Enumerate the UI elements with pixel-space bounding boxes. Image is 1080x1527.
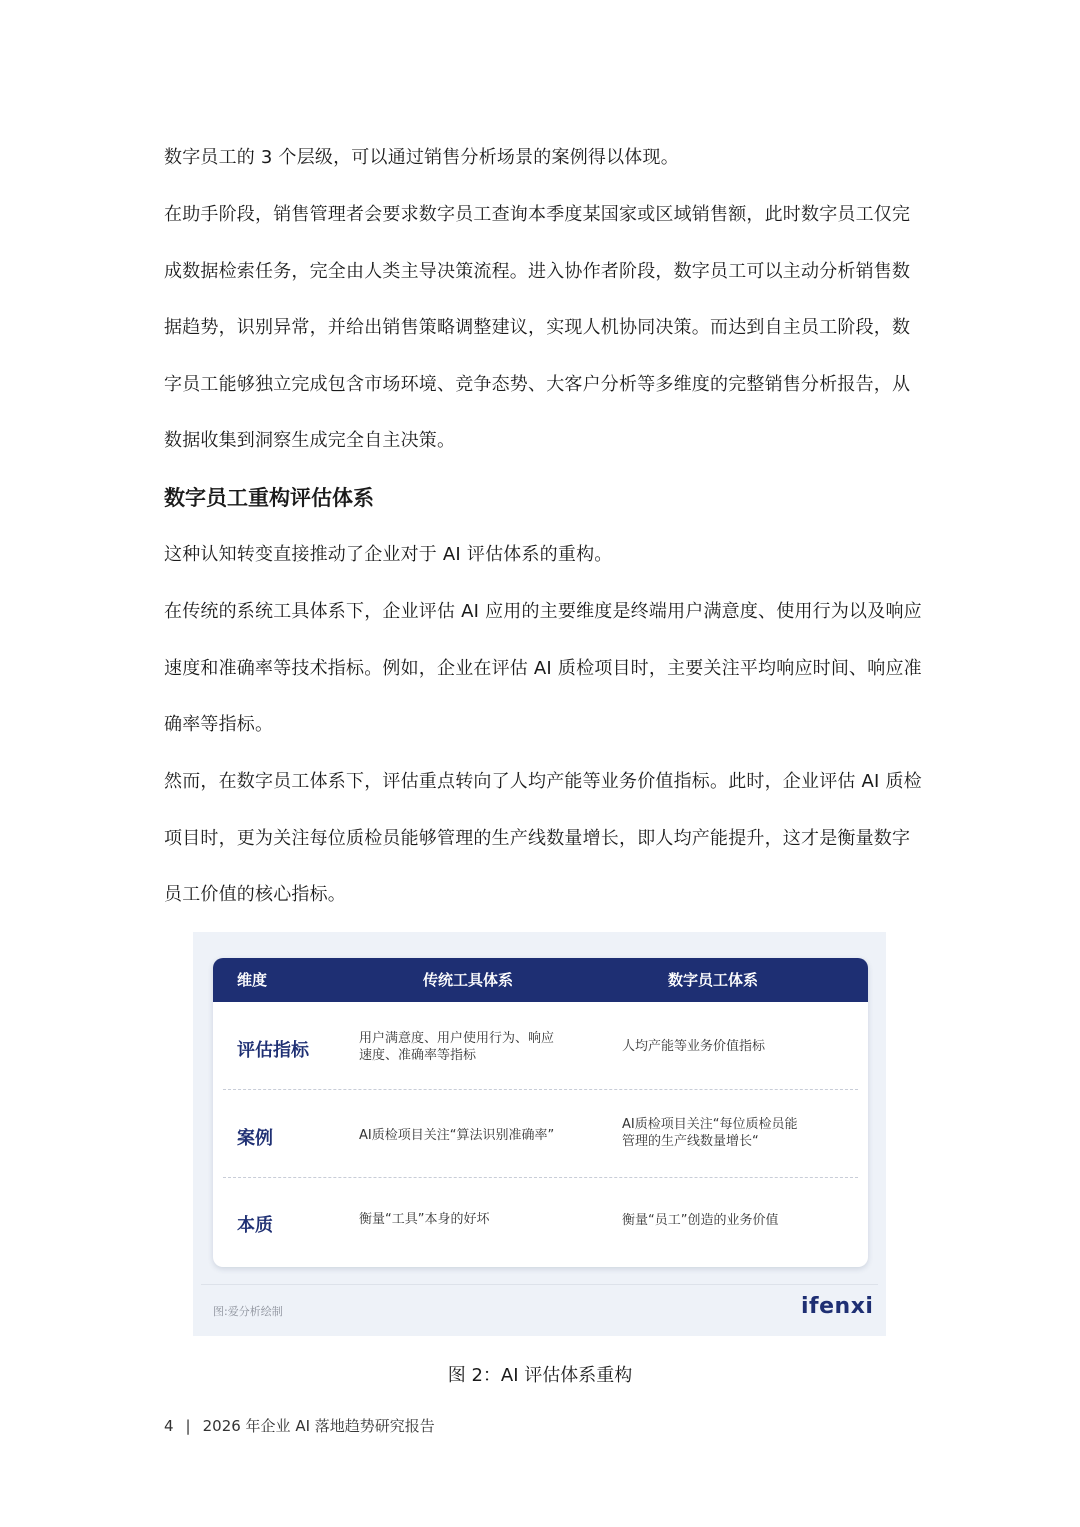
header-traditional: 传统工具体系 [423,971,514,989]
cell-line: 管理的生产线数量增长“ [622,1134,759,1149]
page-number: 4 [164,1417,174,1435]
paragraph-2: 在助手阶段，销售管理者会要求数字员工查询本季度某国家或区域销售额，此时数字员工仅完成数据检索任务，完全由人类主导决策流程。进入协作者阶段，数字员工可以主动分析销售数据趋势，识别异常，并给出销售策略调整建议，实现人机协同决策。而达到自主员工阶段，数字员工能够独立完成包含市场环境、竞争态势、大客户分析等多维度的完整销售分析报告，从数据收集到洞察生成完全自主决策。 [164,204,911,452]
ifenxi-logo [801,1294,873,1319]
cell-line: 人均产能等业务价值指标 [622,1039,766,1054]
row-traditional [359,1211,489,1228]
paragraph-5: 然而，在数字员工体系下，评估重点转向了人均产能等业务价值指标。此时，企业评估 AI 质检项目时，更为关注每位质检员能够管理的生产线数量增长，即人均产能提升，这才是衡量数字员工价值的核心指标。 [164,771,922,906]
row-digital [622,1212,778,1229]
row-traditional [359,1127,554,1144]
row-dimension: 评估指标 [237,1040,309,1061]
page-footer [164,1413,435,1439]
table-row [213,1090,868,1177]
comparison-table [213,958,868,1267]
table-row [213,1002,868,1088]
footer-separator: | [185,1417,191,1435]
header-digital: 数字员工体系 [668,971,759,989]
row-digital [622,1038,765,1055]
row-traditional [359,1030,554,1064]
paragraph-1: 数字员工的 3 个层级，可以通过销售分析场景的案例得以体现。 [164,147,679,168]
cell-line: 用户满意度、用户使用行为、响应 [359,1031,555,1046]
table-header [213,958,868,1002]
paragraph-3: 这种认知转变直接推动了企业对于 AI 评估体系的重构。 [164,544,613,565]
report-title: 2026 年企业 AI 落地趋势研究报告 [202,1417,435,1435]
figure-divider [201,1284,878,1285]
section-heading: 数字员工重构评估体系 [164,486,374,510]
paragraph-4: 在传统的系统工具体系下，企业评估 AI 应用的主要维度是终端用户满意度、使用行为以及响应速度和准确率等技术指标。例如，企业在评估 AI 质检项目时，主要关注平均响应时间、响应准确率等指标。 [164,601,922,736]
comparison-figure [193,932,886,1336]
cell-line: 速度、准确率等指标 [359,1048,477,1063]
cell-line: 衡量“工具”本身的好坏 [359,1212,490,1227]
figure-source: 图:爱分析绘制 [213,1305,283,1318]
logo-text: ifenxi [801,1294,874,1319]
row-digital [622,1116,797,1150]
table-row [213,1178,868,1267]
row-dimension: 本质 [237,1215,273,1236]
cell-line: 衡量“员工”创造的业务价值 [622,1213,779,1228]
figure-caption: 图 2：AI 评估体系重构 [447,1365,633,1386]
cell-line: AI质检项目关注“算法识别准确率” [359,1128,555,1143]
cell-line: AI质检项目关注“每位质检员能 [622,1117,798,1132]
header-dimension: 维度 [237,971,268,989]
row-dimension: 案例 [237,1128,273,1149]
